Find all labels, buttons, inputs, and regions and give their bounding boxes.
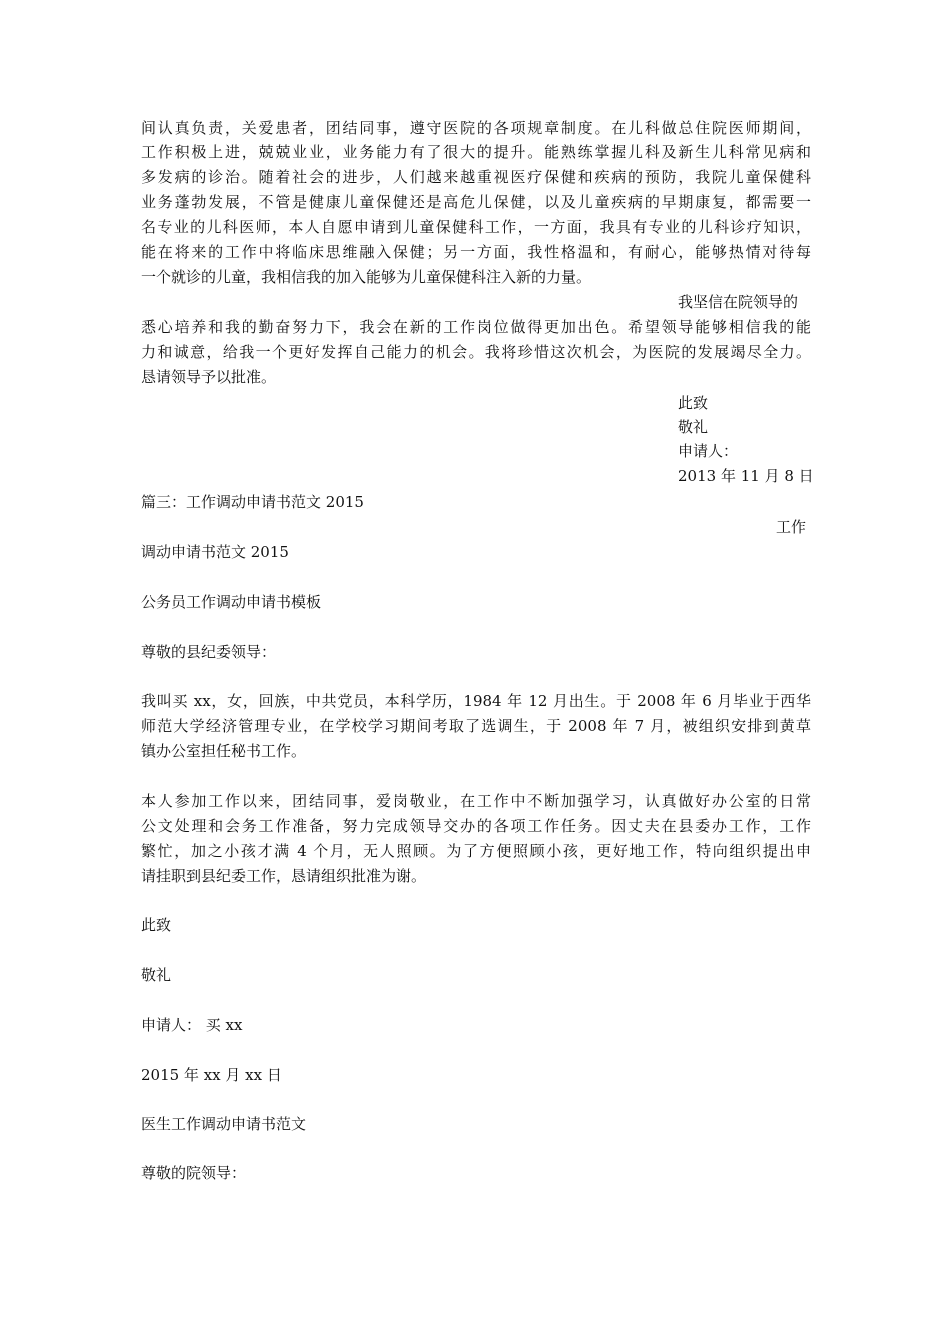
letter2-applicant: 申请人： 买 xx	[141, 1016, 243, 1034]
letter2-date: 2015 年 xx 月 xx 日	[141, 1066, 282, 1084]
letter1-applicant: 申请人：	[678, 442, 739, 460]
letter2-closing: 此致	[141, 916, 172, 934]
letter2-greeting: 尊敬的县纪委领导：	[141, 643, 277, 661]
section3-heading: 篇三：工作调动申请书范文 2015	[141, 493, 364, 511]
letter1-para1-line-1: 间认真负责，关爱患者，团结同事，遵守医院的各项规章制度。在儿科做总住院医师期间，	[141, 119, 811, 137]
letter1-para2-line-3: 恳请领导予以批准。	[141, 368, 277, 386]
letter2-salute: 敬礼	[141, 966, 172, 984]
letter1-para1-line-5: 名专业的儿科医师，本人自愿申请到儿童保健科工作，一方面，我具有专业的儿科诊疗知识，	[141, 218, 811, 236]
next-greeting: 尊敬的院领导：	[141, 1164, 247, 1182]
letter1-para1-line-7: 一个就诊的儿童，我相信我的加入能够为儿童保健科注入新的力量。	[141, 268, 592, 286]
letter2-para1-line-3: 镇办公室担任秘书工作。	[141, 742, 307, 760]
letter2-para1-line-2: 师范大学经济管理专业，在学校学习期间考取了选调生，于 2008 年 7 月，被组织安排到黄草	[141, 717, 811, 735]
letter1-para1-line-4: 业务蓬勃发展，不管是健康儿童保健还是高危儿保健，以及儿童疾病的早期康复，都需要一	[141, 193, 811, 211]
letter2-para2-line-2: 公文处理和会务工作准备，努力完成领导交办的各项工作任务。因丈夫在县委办工作，工作	[141, 817, 811, 835]
letter1-salute: 敬礼	[678, 418, 709, 436]
letter2-para1-line-1: 我叫买 xx，女，回族，中共党员，本科学历，1984 年 12 月出生。于 2008 年 6 月毕业于西华	[141, 692, 811, 710]
letter2-para2-line-1: 本人参加工作以来，团结同事，爱岗敬业，在工作中不断加强学习，认真做好办公室的日常	[141, 792, 811, 810]
letter1-para1-line-3: 多发病的诊治。随着社会的进步，人们越来越重视医疗保健和疾病的预防，我院儿童保健科	[141, 168, 811, 186]
letter1-closing: 此致	[678, 394, 709, 412]
letter1-date: 2013 年 11 月 8 日	[678, 467, 814, 485]
title-part-2: 调动申请书范文 2015	[141, 543, 289, 561]
title-part-1: 工作	[776, 518, 807, 536]
next-title: 医生工作调动申请书范文	[141, 1115, 307, 1133]
letter1-para1-line-2: 工作积极上进，兢兢业业，业务能力有了很大的提升。能熟练掌握儿科及新生儿科常见病和	[141, 143, 811, 161]
letter2-para2-line-4: 请挂职到县纪委工作，恳请组织批准为谢。	[141, 867, 427, 885]
letter1-para2-line-2: 力和诚意，给我一个更好发挥自己能力的机会。我将珍惜这次机会，为医院的发展竭尽全力。	[141, 343, 811, 361]
letter1-para1-line-6: 能在将来的工作中将临床思维融入保健；另一方面，我性格温和，有耐心，能够热情对待每	[141, 243, 811, 261]
subtitle: 公务员工作调动申请书模板	[141, 593, 322, 611]
letter1-para2-first: 我坚信在院领导的	[678, 293, 799, 311]
letter1-para2-line-1: 悉心培养和我的勤奋努力下，我会在新的工作岗位做得更加出色。希望领导能够相信我的能	[141, 318, 811, 336]
letter2-para2-line-3: 繁忙，加之小孩才满 4 个月，无人照顾。为了方便照顾小孩，更好地工作，特向组织提出申	[141, 842, 811, 860]
